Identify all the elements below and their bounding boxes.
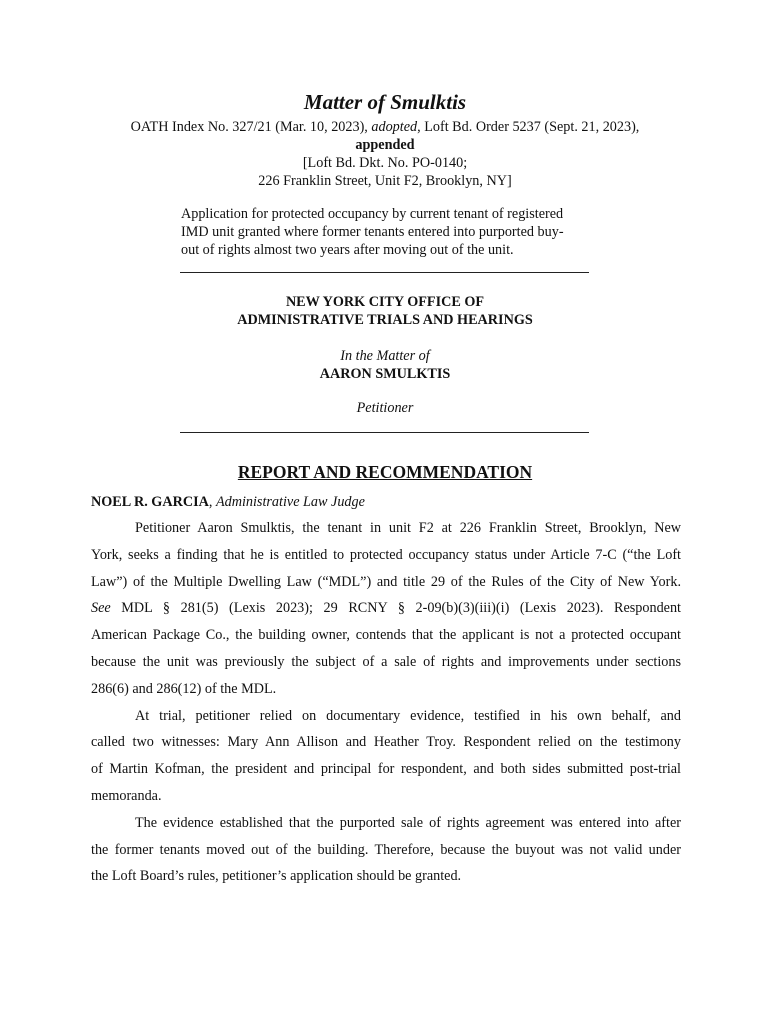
document-title: Matter of Smulktis (303, 90, 467, 114)
see-signal: See (91, 600, 111, 617)
body-line: The evidence established that the purported sale of rights agreement was entered into after (135, 814, 681, 831)
body-line: At trial, petitioner relied on documentary evidence, testified in his own behalf, and (135, 707, 681, 724)
citation-block (60, 118, 710, 190)
report-heading-text: REPORT AND RECOMMENDATION (237, 462, 533, 482)
report-heading (0, 462, 770, 483)
divider-bottom (180, 432, 589, 433)
citation-index: OATH Index No. 327/21 (Mar. 10, 2023), (130, 119, 372, 135)
citation-address: 226 Franklin Street, Unit F2, Brooklyn, NY] (258, 173, 512, 189)
in-the-matter-of (0, 347, 770, 365)
body-line: the former tenants moved out of the building. Therefore, because the buyout was not valid under (91, 841, 681, 858)
body-line: Law”) of the Multiple Dwelling Law (“MDL”) and title 29 of the Rules of the City of New York. (91, 573, 681, 590)
party-name (0, 365, 770, 383)
body-line: American Package Co., the building owner, contends that the applicant is not a protected occupant (91, 627, 681, 644)
divider-top (180, 272, 589, 273)
office-line-2: ADMINISTRATIVE TRIALS AND HEARINGS (237, 312, 533, 328)
body-line-see (91, 598, 681, 625)
citation-adopted: adopted (371, 119, 418, 135)
report-body (91, 518, 681, 893)
citation-line-1 (60, 118, 710, 136)
matter-caption (0, 347, 770, 383)
body-line: York, seeks a finding that he is entitled to protected occupancy status under Article 7-C (“the Loft (91, 546, 681, 563)
party-role: Petitioner (356, 400, 414, 416)
body-line: called two witnesses: Mary Ann Allison and Heather Troy. Respondent relied on the testimony (91, 734, 681, 751)
body-line: the Loft Board’s rules, petitioner’s application should be granted. (91, 868, 462, 885)
summary-line: IMD unit granted where former tenants entered into purported buy- (181, 224, 564, 240)
summary-line: Application for protected occupancy by current tenant of registered (181, 206, 564, 222)
body-line: 286(6) and 286(12) of the MDL. (91, 680, 277, 697)
judge-name: NOEL R. GARCIA (91, 494, 209, 510)
body-line: of Martin Kofman, the president and principal for respondent, and both sides submitted post-trial (91, 761, 681, 778)
judge-separator: , (208, 494, 216, 510)
case-summary (181, 205, 589, 259)
office-line-1: NEW YORK CITY OFFICE OF (285, 294, 485, 310)
body-line: memoranda. (91, 787, 162, 804)
in-the-matter-of-text: In the Matter of (340, 348, 430, 364)
office-heading (0, 293, 770, 329)
judge-line (91, 494, 365, 511)
party-name-text: AARON SMULKTIS (319, 366, 451, 382)
body-line: because the unit was previously the subject of a sale of rights and improvements under sections (91, 653, 681, 670)
body-line: Petitioner Aaron Smulktis, the tenant in unit F2 at 226 Franklin Street, Brooklyn, New (135, 520, 681, 536)
citation-text: MDL § 281(5) (Lexis 2023); 29 RCNY § 2-09(b)(3)(iii)(i) (Lexis 2023). Respondent (110, 600, 681, 617)
summary-line: out of rights almost two years after moving out of the unit. (181, 242, 514, 258)
judge-title: Administrative Law Judge (215, 494, 365, 510)
citation-docket: [Loft Bd. Dkt. No. PO-0140; (302, 155, 468, 171)
citation-appended-text: appended (355, 137, 415, 153)
citation-order: , Loft Bd. Order 5237 (Sept. 21, 2023), (417, 119, 640, 135)
citation-appended (60, 136, 710, 154)
